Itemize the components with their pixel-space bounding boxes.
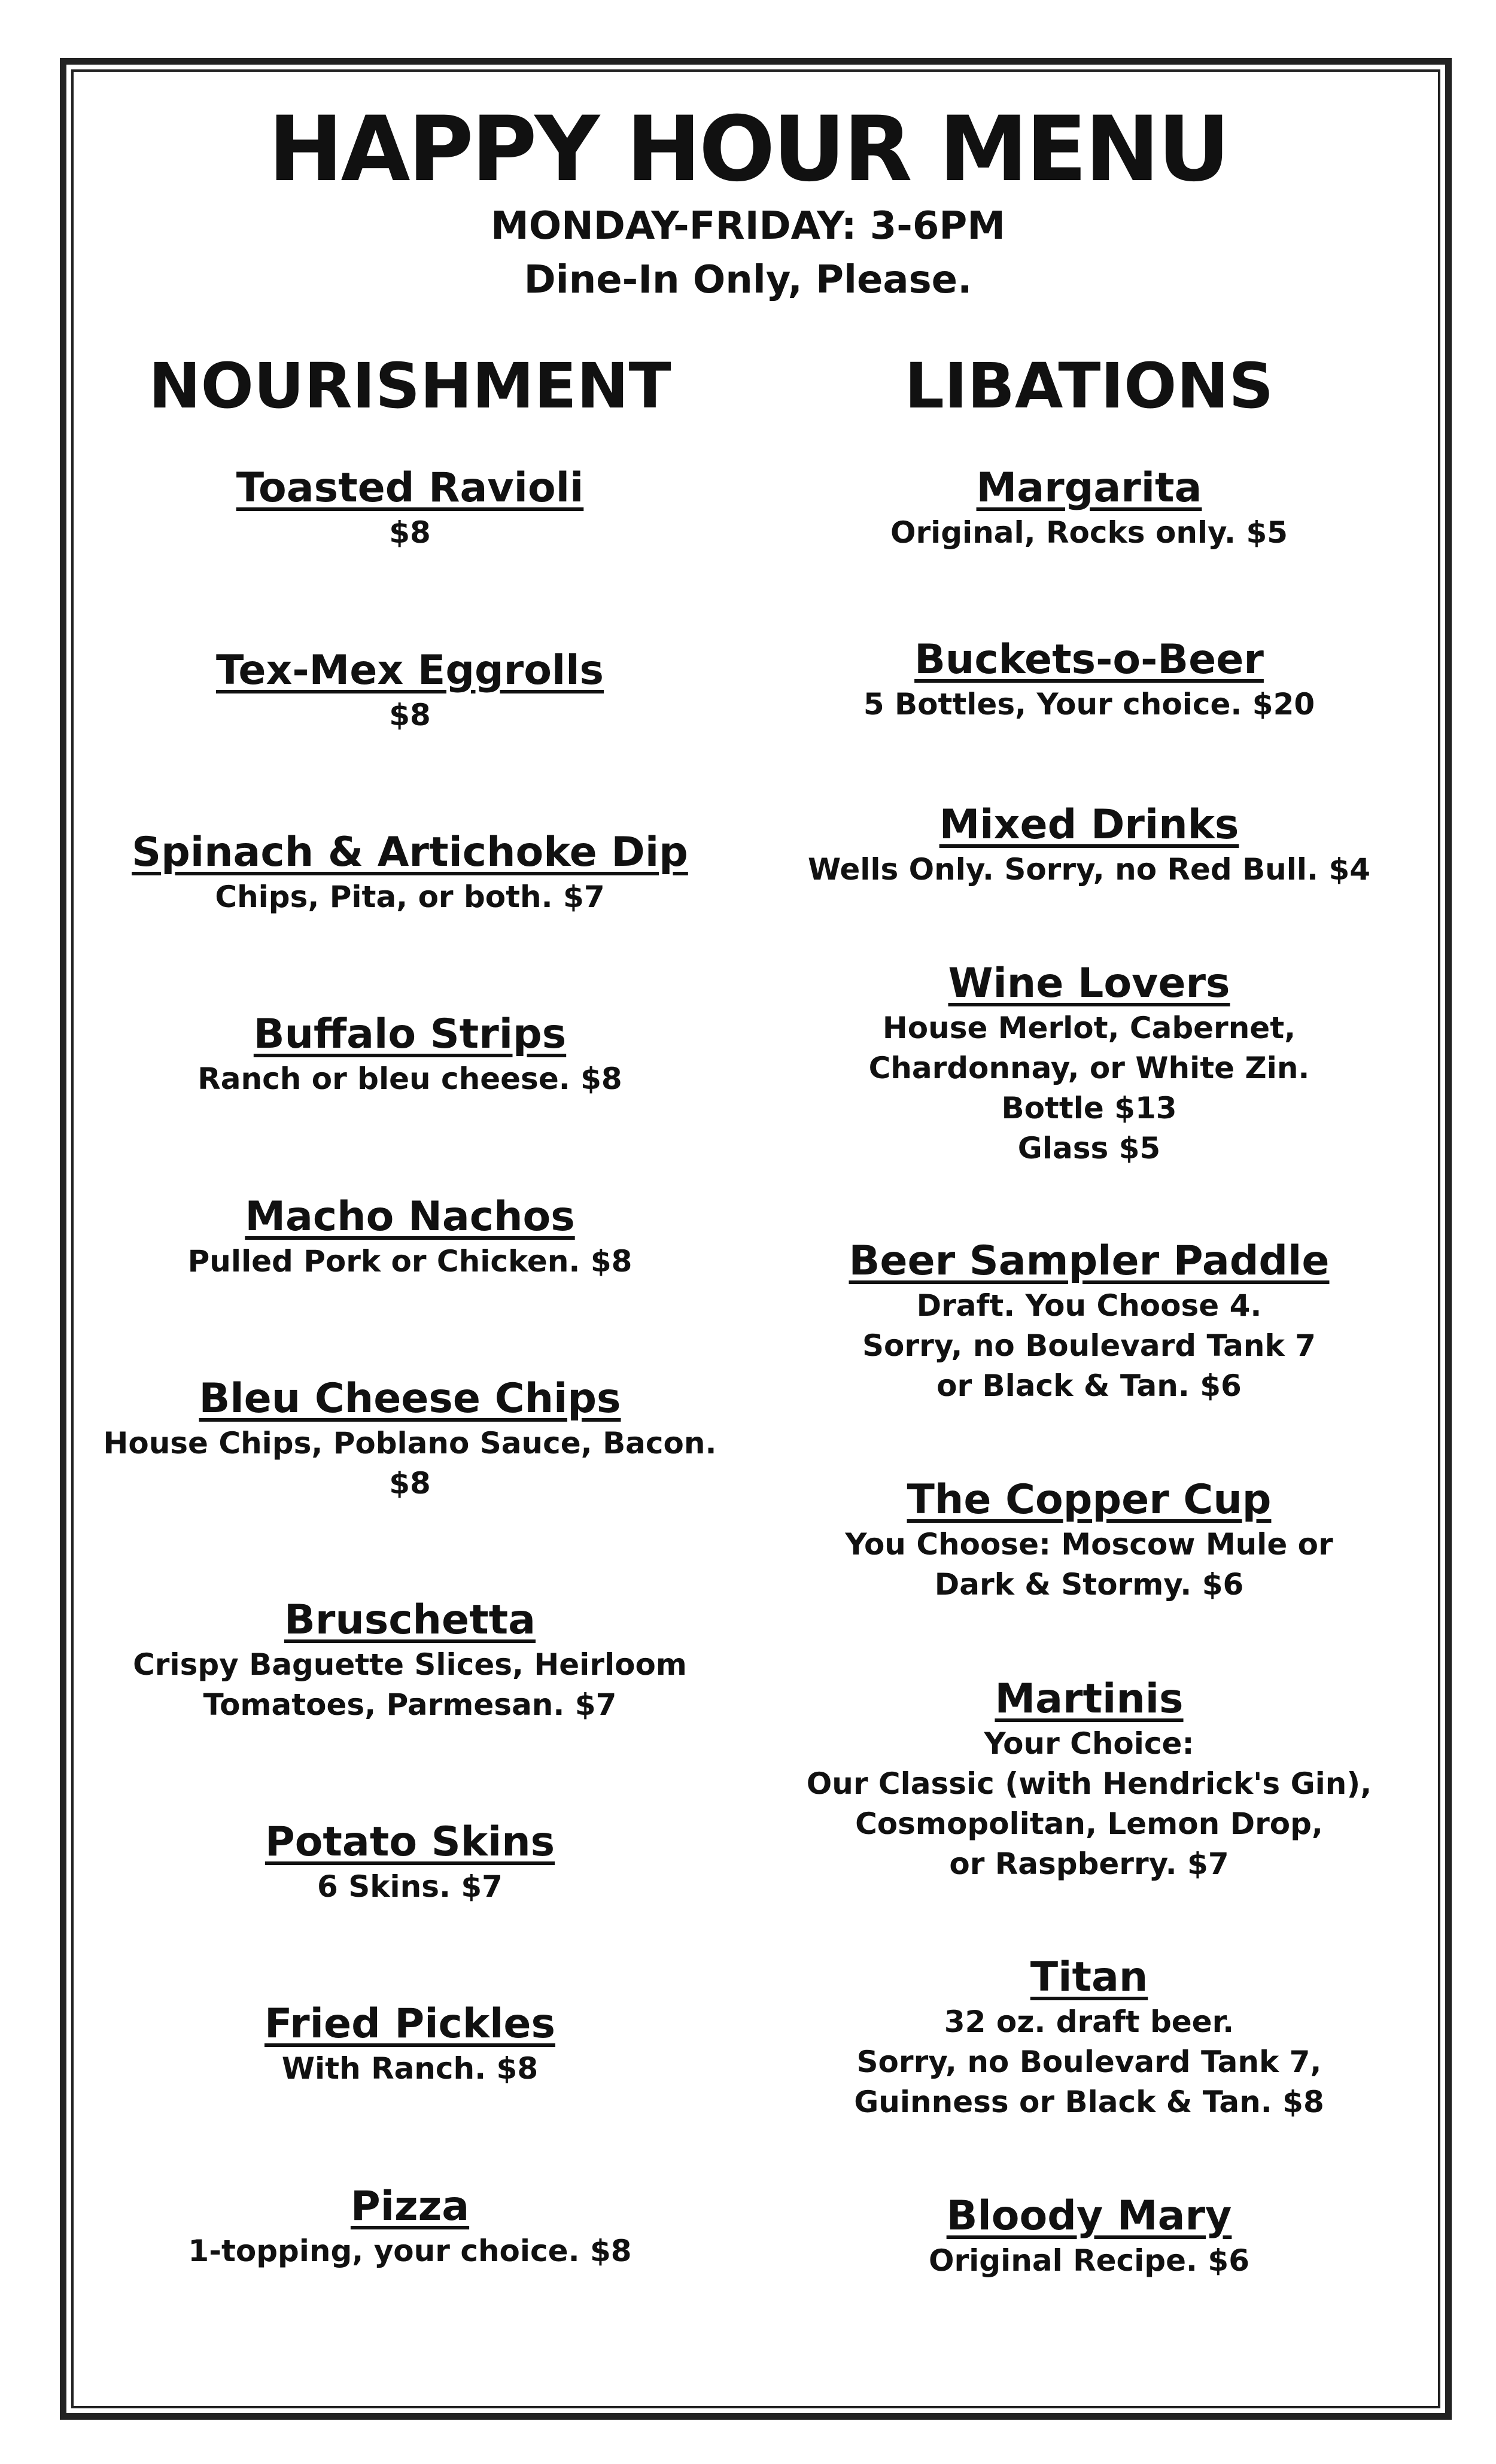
item-description: Pulled Pork or Chicken. $8 — [187, 1244, 633, 1279]
menu-item-mixed-drinks — [730, 801, 1448, 890]
item-name: Wine Lovers — [948, 960, 1230, 1007]
item-description: Draft. You Choose 4. Sorry, no Boulevard Tank 7 or Black & Tan. $6 — [862, 1288, 1316, 1403]
item-name: Bruschetta — [284, 1596, 536, 1644]
item-description: Crispy Baguette Slices, Heirloom Tomatoes, Parmesan. $7 — [133, 1647, 687, 1722]
menu-item-margarita — [730, 464, 1448, 553]
item-name: Macho Nachos — [245, 1193, 575, 1240]
menu-item-buffalo-strips — [51, 1010, 769, 1099]
item-name: Titan — [1030, 1954, 1148, 2001]
menu-item-toasted-ravioli — [51, 464, 769, 553]
menu-item-macho-nachos — [51, 1193, 769, 1282]
menu-item-titan — [730, 1953, 1448, 2122]
item-name: Pizza — [350, 2183, 470, 2230]
item-description: Wells Only. Sorry, no Red Bull. $4 — [807, 852, 1371, 887]
nourishment-heading: NOURISHMENT — [148, 349, 671, 422]
menu-item-bleu-cheese-chips — [51, 1374, 769, 1504]
menu-title: HAPPY HOUR MENU — [268, 98, 1228, 202]
item-name: Fried Pickles — [264, 2000, 555, 2048]
item-description: House Chips, Poblano Sauce, Bacon. $8 — [103, 1426, 717, 1501]
item-description: Your Choice: Our Classic (with Hendrick's Gin), Cosmopolitan, Lemon Drop, or Raspberry. $7 — [806, 1726, 1372, 1881]
item-name: Toasted Ravioli — [236, 464, 584, 512]
menu-item-spinach-artichoke-dip — [51, 828, 769, 917]
item-name: Bloody Mary — [946, 2192, 1232, 2240]
item-name: Spinach & Artichoke Dip — [132, 829, 688, 876]
item-name: Potato Skins — [264, 1818, 555, 1866]
menu-item-pizza — [51, 2182, 769, 2271]
item-description: With Ranch. $8 — [281, 2051, 539, 2086]
item-description: $8 — [389, 515, 431, 550]
item-description: 32 oz. draft beer. Sorry, no Boulevard Tank 7, Guinness or Black & Tan. $8 — [854, 2004, 1324, 2119]
menu-item-buckets-o-beer — [730, 635, 1448, 725]
item-description: 6 Skins. $7 — [317, 1869, 503, 1904]
menu-item-the-copper-cup — [730, 1476, 1448, 1605]
menu-hours: MONDAY-FRIDAY: 3-6PM — [491, 204, 1005, 248]
item-description: House Merlot, Cabernet, Chardonnay, or White Zin. Bottle $13 Glass $5 — [868, 1011, 1310, 1166]
item-description: 5 Bottles, Your choice. $20 — [863, 687, 1315, 722]
item-description: Original Recipe. $6 — [929, 2243, 1249, 2278]
item-name: Buckets-o-Beer — [914, 636, 1264, 683]
item-name: Beer Sampler Paddle — [849, 1237, 1330, 1285]
menu-item-bruschetta — [51, 1596, 769, 1725]
menu-item-potato-skins — [51, 1818, 769, 1907]
item-description: Original, Rocks only. $5 — [890, 515, 1288, 550]
menu-item-tex-mex-eggrolls — [51, 646, 769, 735]
item-name: Martinis — [995, 1675, 1184, 1723]
menu-item-beer-sampler-paddle — [730, 1237, 1448, 1406]
item-description: $8 — [389, 698, 431, 732]
item-description: You Choose: Moscow Mule or Dark & Stormy. $6 — [845, 1527, 1333, 1602]
libations-heading: LIBATIONS — [904, 349, 1274, 422]
item-description: Ranch or bleu cheese. $8 — [197, 1061, 622, 1096]
menu-item-bloody-mary — [730, 2192, 1448, 2281]
item-name: Margarita — [976, 464, 1202, 512]
menu-item-fried-pickles — [51, 2000, 769, 2089]
item-name: Buffalo Strips — [253, 1011, 567, 1058]
menu-note: Dine-In Only, Please. — [524, 258, 972, 302]
item-description: 1-topping, your choice. $8 — [188, 2234, 632, 2268]
item-name: Bleu Cheese Chips — [199, 1375, 621, 1422]
item-name: The Copper Cup — [907, 1476, 1272, 1523]
menu-item-wine-lovers — [730, 959, 1448, 1169]
menu-item-martinis — [730, 1675, 1448, 1884]
item-name: Mixed Drinks — [939, 801, 1239, 848]
item-description: Chips, Pita, or both. $7 — [215, 880, 605, 914]
item-name: Tex-Mex Eggrolls — [215, 647, 604, 694]
